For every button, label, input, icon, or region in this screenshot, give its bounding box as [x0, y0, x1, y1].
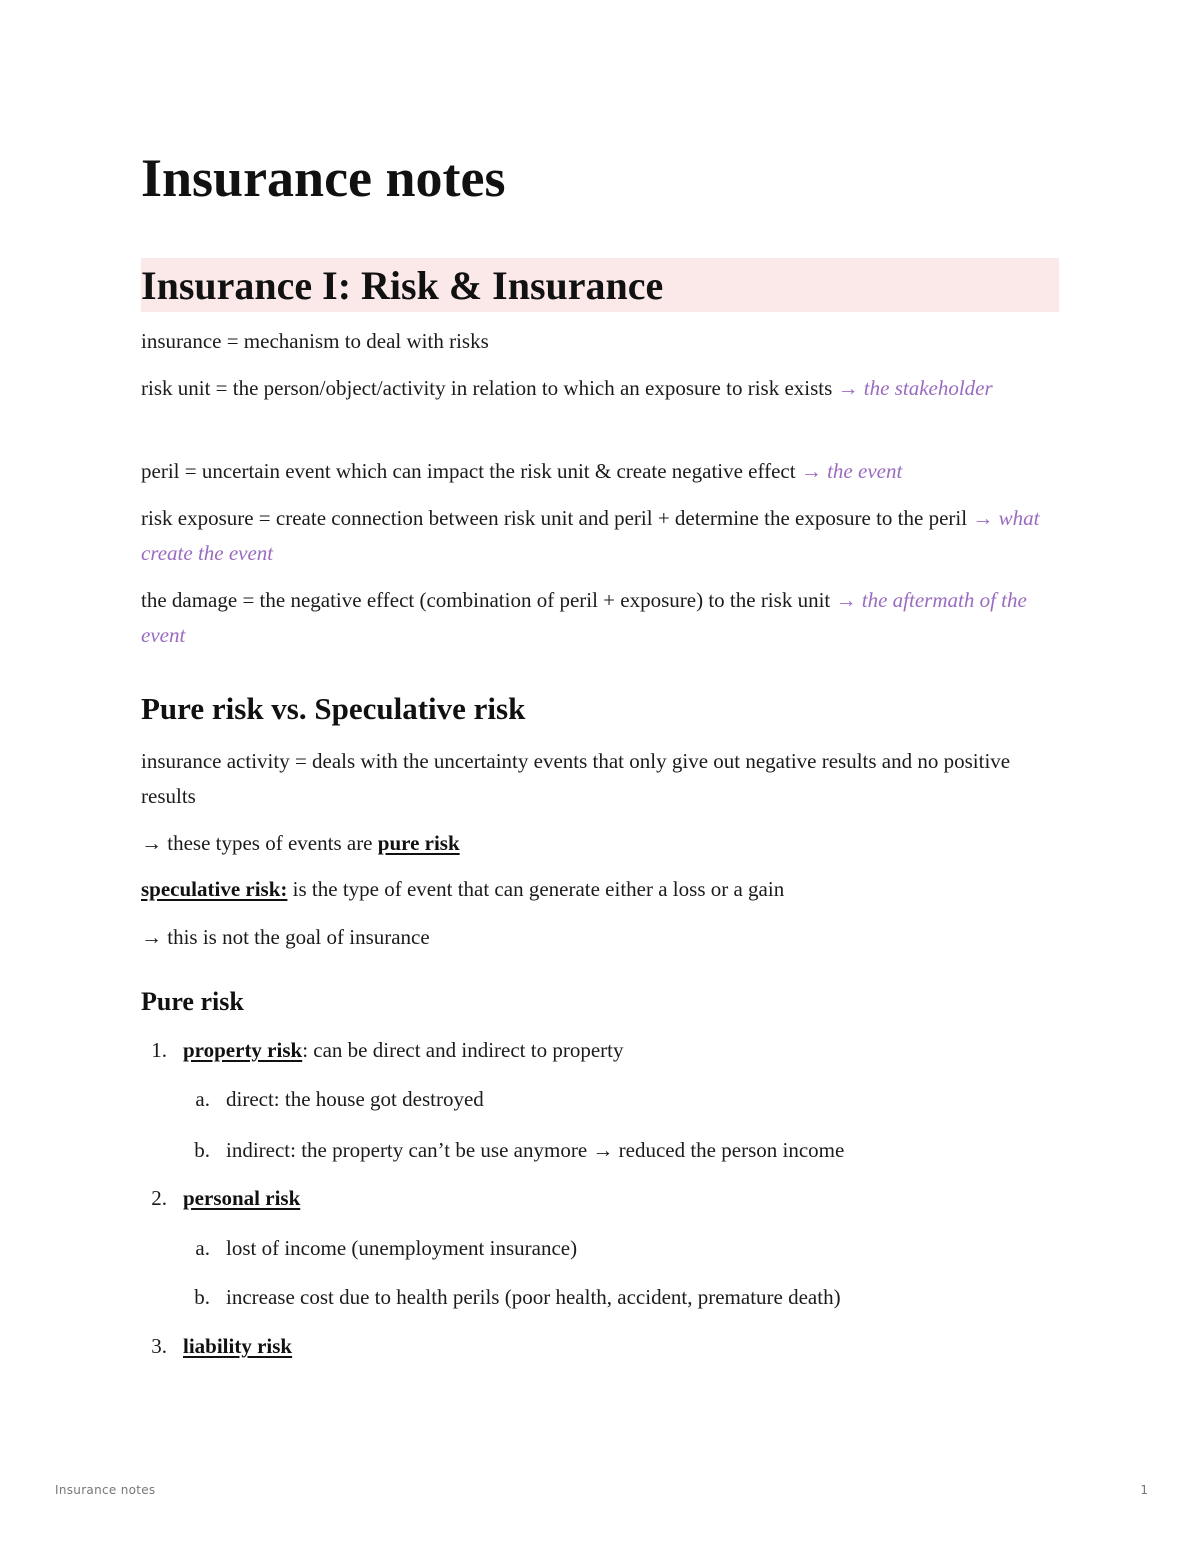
paragraph-speculative-risk [141, 872, 1041, 907]
list-marker: b. [194, 1285, 210, 1309]
list-item [184, 1082, 484, 1117]
risk-unit-text: risk unit = the person/object/activity in relation to which an exposure to risk exists [141, 376, 838, 400]
paragraph-not-goal: → this is not the goal of insurance [141, 925, 430, 949]
list-marker: 3. [151, 1334, 167, 1358]
list-item [184, 1280, 841, 1315]
list-item [141, 1181, 300, 1216]
list-item [184, 1133, 844, 1168]
pure-risk-term: pure risk [377, 831, 460, 855]
section-heading-pure-risk: Pure risk [141, 987, 244, 1016]
list-item-text: increase cost due to health perils (poor health, accident, premature death) [226, 1285, 841, 1309]
list-item [141, 1329, 292, 1364]
paragraph-peril [141, 454, 1041, 489]
list-marker: b. [194, 1138, 210, 1162]
liability-risk-term: liability risk [183, 1334, 293, 1358]
property-risk-text: : can be direct and indirect to property [302, 1038, 624, 1062]
paragraph-insurance-activity: insurance activity = deals with the uncertainty events that only give out negative results and no positive results [141, 749, 1011, 808]
personal-risk-term: personal risk [183, 1186, 301, 1210]
footer-page-number: 1 [1140, 1483, 1148, 1497]
property-risk-term: property risk [183, 1038, 303, 1062]
list-item [184, 1231, 577, 1266]
risk-unit-note: → the stakeholder [837, 376, 993, 400]
list-marker: 2. [151, 1186, 167, 1210]
section-heading-pure-vs-speculative: Pure risk vs. Speculative risk [141, 691, 526, 726]
list-item-text: lost of income (unemployment insurance) [226, 1236, 578, 1260]
section-heading-risk-insurance: Insurance I: Risk & Insurance [141, 263, 664, 308]
list-item [141, 1033, 624, 1068]
risk-exposure-text: risk exposure = create connection between risk unit and peril + determine the exposure to the peril [141, 506, 973, 530]
list-marker: a. [195, 1087, 210, 1111]
risk-exposure-note: → what create the event [141, 506, 1040, 565]
list-item-text: direct: the house got destroyed [226, 1087, 484, 1111]
speculative-risk-text: is the type of event that can generate either a loss or a gain [287, 877, 785, 901]
pure-risk-text: → these types of events are [141, 831, 378, 855]
list-marker: a. [195, 1236, 210, 1260]
list-marker: 1. [151, 1038, 167, 1062]
paragraph-pure-risk [141, 826, 1041, 861]
page-title: Insurance notes [141, 148, 506, 208]
damage-note: → the aftermath of the event [141, 588, 1027, 647]
peril-text: peril = uncertain event which can impact the risk unit & create negative effect [141, 459, 801, 483]
paragraph-risk-unit [141, 371, 1041, 406]
list-item-text: indirect: the property can’t be use anymore → reduced the person income [226, 1138, 845, 1162]
paragraph-damage [141, 583, 1041, 653]
peril-note: → the event [800, 459, 903, 483]
footer-document-title: Insurance notes [55, 1483, 156, 1497]
damage-text: the damage = the negative effect (combination of peril + exposure) to the risk unit [141, 588, 836, 612]
paragraph-insurance-definition: insurance = mechanism to deal with risks [141, 329, 489, 353]
paragraph-risk-exposure [141, 501, 1041, 571]
speculative-risk-term: speculative risk: [141, 877, 288, 901]
